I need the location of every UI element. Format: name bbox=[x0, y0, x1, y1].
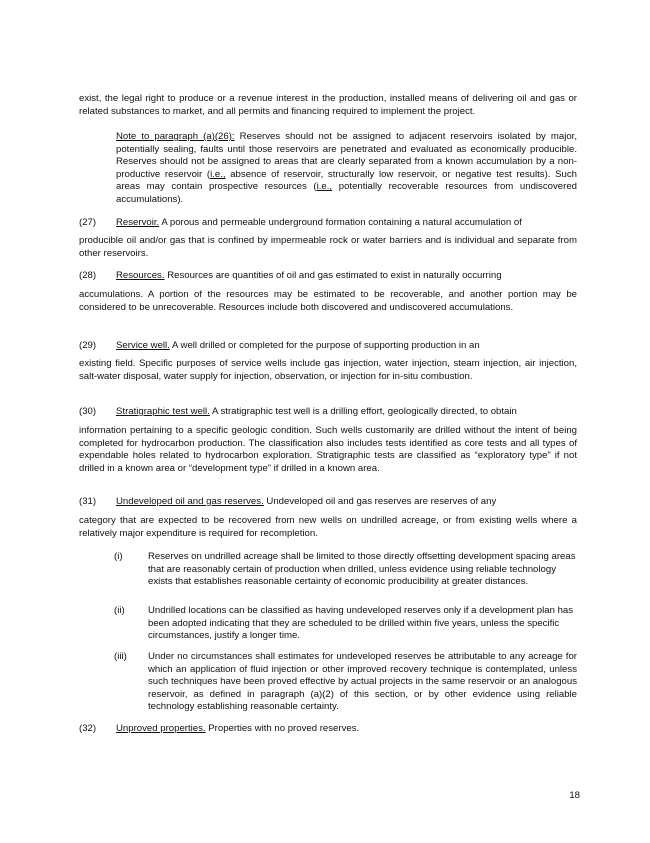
note-text-3: potentially recoverable resources from undiscovered accumulations). bbox=[116, 181, 577, 205]
definition-28-lead bbox=[79, 270, 577, 283]
definition-first-line: Properties with no proved reserves. bbox=[205, 723, 360, 734]
definition-31-body: category that are expected to be recovered from new wells on undrilled acreage, or from existing wells where a relatively major expenditure is required for recompletion. bbox=[79, 515, 577, 539]
definition-27-body: producible oil and/or gas that is confined by impermeable rock or water barriers and is individual and separate from other reservoirs. bbox=[79, 235, 577, 259]
note-paragraph bbox=[116, 131, 577, 207]
definition-first-line: Undeveloped oil and gas reserves are reserves of any bbox=[263, 496, 497, 507]
list-item bbox=[114, 651, 577, 714]
definition-number: (31) bbox=[79, 496, 97, 507]
definition-first-line: A porous and permeable underground formation containing a natural accumulation of bbox=[159, 217, 522, 228]
item-roman-numeral: (i) bbox=[114, 551, 123, 562]
definition-first-line: Resources are quantities of oil and gas estimated to exist in naturally occurring bbox=[164, 270, 502, 281]
definition-term: Unproved properties. bbox=[116, 723, 206, 734]
definition-31-lead bbox=[79, 496, 577, 509]
definition-term: Resources. bbox=[116, 270, 165, 281]
note-ie-2: i.e., bbox=[316, 181, 333, 193]
definition-term: Undeveloped oil and gas reserves. bbox=[116, 496, 264, 507]
note-ie-1: i.e., bbox=[210, 168, 226, 180]
definition-first-line: A well drilled or completed for the purpose of supporting production in an bbox=[169, 340, 480, 351]
definition-term: Stratigraphic test well. bbox=[116, 406, 210, 417]
definition-29-lead bbox=[79, 340, 577, 353]
definition-number: (28) bbox=[79, 270, 97, 281]
definition-28-body: accumulations. A portion of the resources may be estimated to be recoverable, and another portion may be considered to be unrecoverable. Resources include both discovered and undiscovered accumulations. bbox=[79, 289, 577, 313]
note-title: Note to paragraph (a)(26): bbox=[116, 131, 235, 142]
definition-29-body: existing field. Specific purposes of service wells include gas injection, water injection, steam injection, air injection, salt-water disposal, water supply for injection, observation, or injection for in-situ combustion. bbox=[79, 358, 577, 382]
definition-32-lead bbox=[79, 723, 577, 736]
item-text: Undrilled locations can be classified as having undeveloped reserves only if a development plan has been adopted indicating that they are scheduled to be drilled within five years, unless the specific circumstances, justify a longer time. bbox=[148, 605, 574, 642]
definition-30-lead bbox=[79, 406, 577, 419]
definition-27-lead bbox=[79, 217, 577, 230]
definition-number: (27) bbox=[79, 217, 97, 228]
list-item bbox=[114, 551, 577, 589]
item-roman-numeral: (ii) bbox=[114, 605, 125, 616]
definition-term: Reservoir. bbox=[116, 217, 160, 228]
note-text-2: absence of reservoir, structurally low reservoir, or negative test results). Such areas may contain prospective resources ( bbox=[116, 168, 577, 193]
item-text: Reserves on undrilled acreage shall be limited to those directly offsetting development spacing areas that are reasonably certain of production when drilled, unless evidence using reliable technology exists that establishes reasonable certainty of economic producibility at greater distances. bbox=[148, 551, 576, 588]
definition-number: (29) bbox=[79, 340, 97, 351]
intro-paragraph: exist, the legal right to produce or a revenue interest in the production, installed means of delivering oil and gas or related substances to market, and all permits and financing required to implement the project. bbox=[79, 93, 577, 117]
page-number: 18 bbox=[569, 790, 580, 801]
item-roman-numeral: (iii) bbox=[114, 651, 127, 662]
note-text-1: Reserves should not be assigned to adjacent reservoirs isolated by major, potentially sealing, faults until those reservoirs are penetrated and evaluated as economically producible. Reserves should not be assigned to areas that are clearly separated from a known accumulation by a non-productive reservoir ( bbox=[116, 131, 578, 180]
definition-first-line: A stratigraphic test well is a drilling effort, geologically directed, to obtain bbox=[209, 406, 517, 417]
list-item bbox=[114, 605, 577, 643]
definition-30-body: information pertaining to a specific geologic condition. Such wells customarily are drilled without the intent of being completed for hydrocarbon production. The classification also includes tests identified as core tests and all types of expendable holes related to hydrocarbon exploration. Stratigraphic tests are classified as “exploratory type” if not drilled in a known area or “development type” if drilled in a known area. bbox=[79, 425, 577, 474]
item-text: Under no circumstances shall estimates for undeveloped reserves be attributable to any acreage for which an application of fluid injection or other improved recovery technique is contemplated, unless such techniques have been proved effective by actual projects in the same reservoir or an analogous reservoir, as defined in paragraph (a)(2) of this section, or by other evidence using reliable technology establishing reasonable certainty. bbox=[148, 651, 577, 713]
definition-term: Service well. bbox=[116, 340, 170, 351]
definition-number: (32) bbox=[79, 723, 97, 734]
definition-number: (30) bbox=[79, 406, 97, 417]
